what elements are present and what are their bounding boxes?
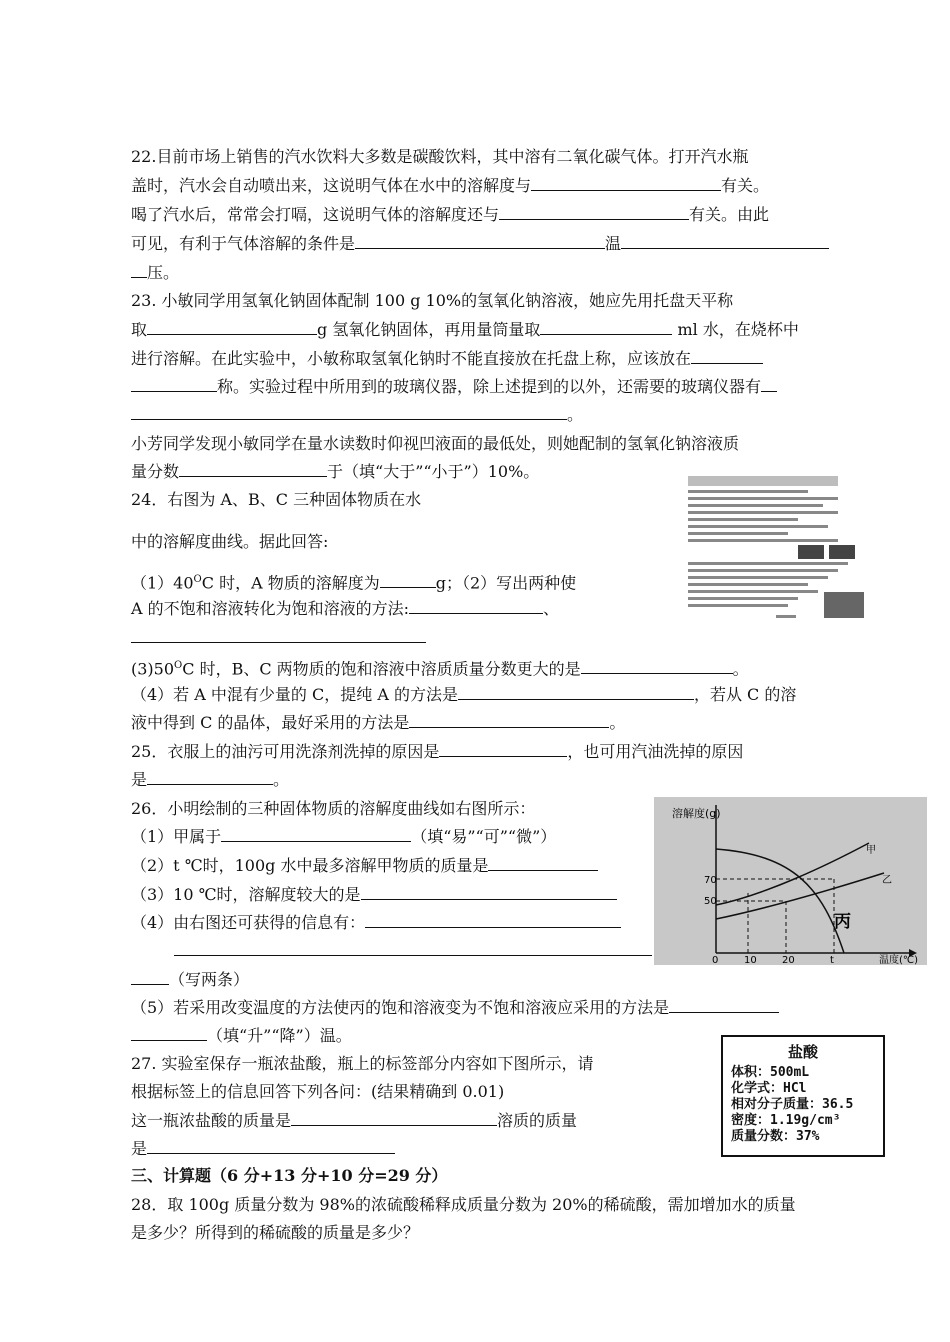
- text: （填“易”“可”“微”）: [411, 827, 557, 846]
- blank[interactable]: [147, 1139, 395, 1154]
- blank[interactable]: [761, 377, 777, 392]
- q23-line7: [131, 462, 539, 482]
- text: g 氢氧化钠固体，再用量筒量取: [317, 320, 541, 339]
- text: （1）40: [131, 573, 194, 593]
- text: 于（填“大于”“小于”）10%。: [327, 462, 540, 481]
- q24-line2: [131, 532, 328, 552]
- text: 这一瓶浓盐酸的质量是: [131, 1111, 292, 1130]
- q26-line7: [131, 970, 249, 990]
- blank[interactable]: [131, 970, 169, 985]
- q28-line2: [131, 1223, 419, 1243]
- blank[interactable]: [621, 234, 829, 249]
- text: 喝了汽水后，常常会打嗝，这说明气体的溶解度还与: [131, 205, 500, 224]
- q22-line4: [131, 234, 829, 254]
- text: A 的不饱和溶液转化为饱和溶液的方法:: [131, 599, 410, 618]
- x-tick-0: 0: [712, 955, 719, 965]
- text: （2）t ℃时，100g 水中最多溶解甲物质的质量是: [131, 856, 489, 875]
- blank[interactable]: [131, 263, 147, 278]
- text: （4）由右图还可获得的信息有：: [131, 913, 366, 932]
- q27-bottle-label: [721, 1035, 885, 1157]
- q26-solubility-chart: [654, 797, 927, 965]
- q26-line2: [131, 827, 556, 847]
- text: (3)50: [131, 659, 175, 679]
- blank[interactable]: [361, 885, 617, 900]
- q24-line4: [131, 599, 559, 619]
- label-density: 密度：1.19g/cm³: [731, 1113, 841, 1128]
- text: （3）10 ℃时，溶解度较大的是: [131, 885, 361, 904]
- text: ，若从 C 的溶: [693, 685, 797, 704]
- q25-line1: [131, 742, 743, 762]
- text: 27. 实验室保存一瓶浓盐酸，瓶上的标签部分内容如下图所示，请: [131, 1054, 594, 1073]
- text: 称。实验过程中所用到的玻璃仪器，除上述提到的以外，还需要的玻璃仪器有: [217, 377, 762, 396]
- text: C 时，B、C 两物质的饱和溶液中溶质质量分数更大的是: [182, 659, 581, 679]
- blank[interactable]: [691, 349, 763, 364]
- q26-line3: [131, 856, 598, 876]
- text: 盖时，汽水会自动喷出来，这说明气体在水中的溶解度与: [131, 176, 532, 195]
- blank[interactable]: [131, 377, 217, 392]
- q23-line6: [131, 434, 739, 454]
- blank[interactable]: [147, 320, 317, 335]
- blank[interactable]: [365, 913, 621, 928]
- q26-line8: [131, 998, 779, 1018]
- text: ，也可用汽油洗掉的原因: [567, 742, 744, 761]
- text: g；（2）写出两种使: [435, 573, 577, 593]
- q26-line4: [131, 885, 617, 905]
- label-bing: 丙: [834, 912, 851, 932]
- y-axis-label: 溶解度(g): [672, 807, 721, 820]
- blank[interactable]: [380, 573, 436, 588]
- sup: O: [193, 574, 202, 585]
- blank[interactable]: [131, 405, 567, 420]
- blank[interactable]: [409, 713, 609, 728]
- text: 25．衣服上的油污可用洗涤剂洗掉的原因是: [131, 742, 440, 761]
- q27-line2: [131, 1082, 504, 1102]
- q26-line5: [131, 913, 621, 933]
- text: 进行溶解。在此实验中，小敏称取氢氧化钠时不能直接放在托盘上称，应该放在: [131, 349, 692, 368]
- blank[interactable]: [409, 599, 543, 614]
- text: 是多少？所得到的稀硫酸的质量是多少？: [131, 1223, 420, 1242]
- q22-line5: [131, 263, 179, 283]
- label-jia: 甲: [866, 845, 876, 856]
- y-tick-50: 50: [704, 896, 717, 907]
- q26-line9: [131, 1026, 352, 1046]
- y-tick-70: 70: [704, 875, 717, 886]
- q27-line3: [131, 1111, 577, 1131]
- text: 是: [131, 770, 148, 789]
- q28-line1: [131, 1195, 796, 1215]
- blank[interactable]: [179, 462, 327, 477]
- sup: O: [174, 660, 183, 671]
- text: 22.目前市场上销售的汽水饮料大多数是碳酸饮料，其中溶有二氧化碳气体。打开汽水瓶: [131, 147, 749, 166]
- q23-line1: [131, 291, 733, 311]
- text: 28．取 100g 质量分数为 98%的浓硫酸稀释成质量分数为 20%的稀硫酸，需加增加水的质量: [131, 1195, 796, 1214]
- text: 三、计算题（6 分+13 分+10 分=29 分）: [131, 1166, 448, 1185]
- text: 可见，有利于气体溶解的条件是: [131, 234, 356, 253]
- blank[interactable]: [291, 1111, 497, 1126]
- blank[interactable]: [131, 1026, 207, 1041]
- text: C 时，A 物质的溶解度为: [201, 573, 380, 593]
- text: 有关。由此: [689, 205, 770, 224]
- text: （1）甲属于: [131, 827, 222, 846]
- q23-line5: [131, 405, 583, 425]
- blank[interactable]: [131, 628, 426, 643]
- text: 。: [567, 405, 584, 424]
- q25-line2: [131, 770, 289, 790]
- blank[interactable]: [439, 742, 567, 757]
- text: 24．右图为 A、B、C 三种固体物质在水: [131, 490, 422, 509]
- text: 取: [131, 320, 148, 339]
- q27-line1: [131, 1054, 594, 1074]
- q26-line6: [174, 941, 652, 961]
- chart-svg: [654, 797, 927, 965]
- q24-thumbnail-image: [686, 472, 896, 622]
- x-tick-10: 10: [744, 955, 757, 965]
- label-yi: 乙: [882, 875, 892, 886]
- text: 。: [732, 659, 749, 679]
- text: 温: [605, 234, 622, 253]
- section-3-heading: [131, 1166, 447, 1186]
- q24-line1: [131, 490, 421, 510]
- text: ml 水，在烧杯中: [672, 320, 799, 339]
- q23-line4: [131, 377, 777, 397]
- q27-line4: [131, 1139, 395, 1159]
- thumbnail-graphic: [686, 472, 896, 622]
- label-volume: 体积：500mL: [731, 1065, 810, 1080]
- q22-line3: [131, 205, 769, 225]
- x-axis-label: 温度(℃): [879, 955, 919, 965]
- label-mass-fraction: 质量分数：37%: [731, 1129, 820, 1144]
- x-tick-20: 20: [782, 955, 795, 965]
- blank[interactable]: [499, 205, 689, 220]
- text: 液中得到 C 的晶体，最好采用的方法是: [131, 713, 410, 732]
- text: 有关。: [721, 176, 770, 195]
- curve-yi: [716, 873, 884, 919]
- blank[interactable]: [540, 320, 672, 335]
- text: 压。: [147, 263, 180, 282]
- text: （填“升”“降”）温。: [207, 1026, 352, 1045]
- q24-line3: [131, 570, 576, 593]
- q22-line1: [131, 147, 748, 167]
- blank[interactable]: [488, 856, 598, 871]
- blank[interactable]: [221, 827, 411, 842]
- text: 是: [131, 1139, 148, 1158]
- q23-line3: [131, 349, 763, 369]
- label-title: 盐酸: [787, 1043, 818, 1061]
- label-molar-mass: 相对分子质量：36.5: [731, 1097, 854, 1112]
- x-tick-t: t: [830, 955, 834, 965]
- text: 26．小明绘制的三种固体物质的溶解度曲线如右图所示：: [131, 799, 536, 818]
- blank[interactable]: [147, 770, 273, 785]
- blank[interactable]: [458, 685, 694, 700]
- text: （5）若采用改变温度的方法使丙的饱和溶液变为不饱和溶液应采用的方法是: [131, 998, 670, 1017]
- q24-line6: [131, 656, 749, 679]
- text: （写两条）: [169, 970, 250, 989]
- blank[interactable]: [581, 659, 733, 674]
- blank[interactable]: [355, 234, 605, 249]
- text: 中的溶解度曲线。据此回答:: [131, 532, 329, 551]
- blank[interactable]: [669, 998, 779, 1013]
- q24-line5: [131, 628, 426, 648]
- q26-line1: [131, 799, 535, 819]
- text: 、: [543, 599, 560, 618]
- q24-line7: [131, 685, 796, 705]
- q23-line2: [131, 320, 799, 340]
- text: 23. 小敏同学用氢氧化钠固体配制 100 g 10%的氢氧化钠溶液，她应先用托盘天平称: [131, 291, 734, 310]
- text: 根据标签上的信息回答下列各问：(结果精确到 0.01): [131, 1082, 505, 1101]
- label-formula: 化学式：HCl: [731, 1081, 807, 1096]
- text: （4）若 A 中混有少量的 C，提纯 A 的方法是: [131, 685, 458, 704]
- q24-line8: [131, 713, 625, 733]
- blank[interactable]: [531, 176, 721, 191]
- q22-line2: [131, 176, 769, 196]
- text: 溶质的质量: [497, 1111, 578, 1130]
- text: 。: [609, 713, 626, 732]
- text: 小芳同学发现小敏同学在量水读数时仰视凹液面的最低处，则她配制的氢氧化钠溶液质: [131, 434, 740, 453]
- text: 。: [273, 770, 290, 789]
- text: 量分数: [131, 462, 180, 481]
- blank[interactable]: [174, 941, 652, 956]
